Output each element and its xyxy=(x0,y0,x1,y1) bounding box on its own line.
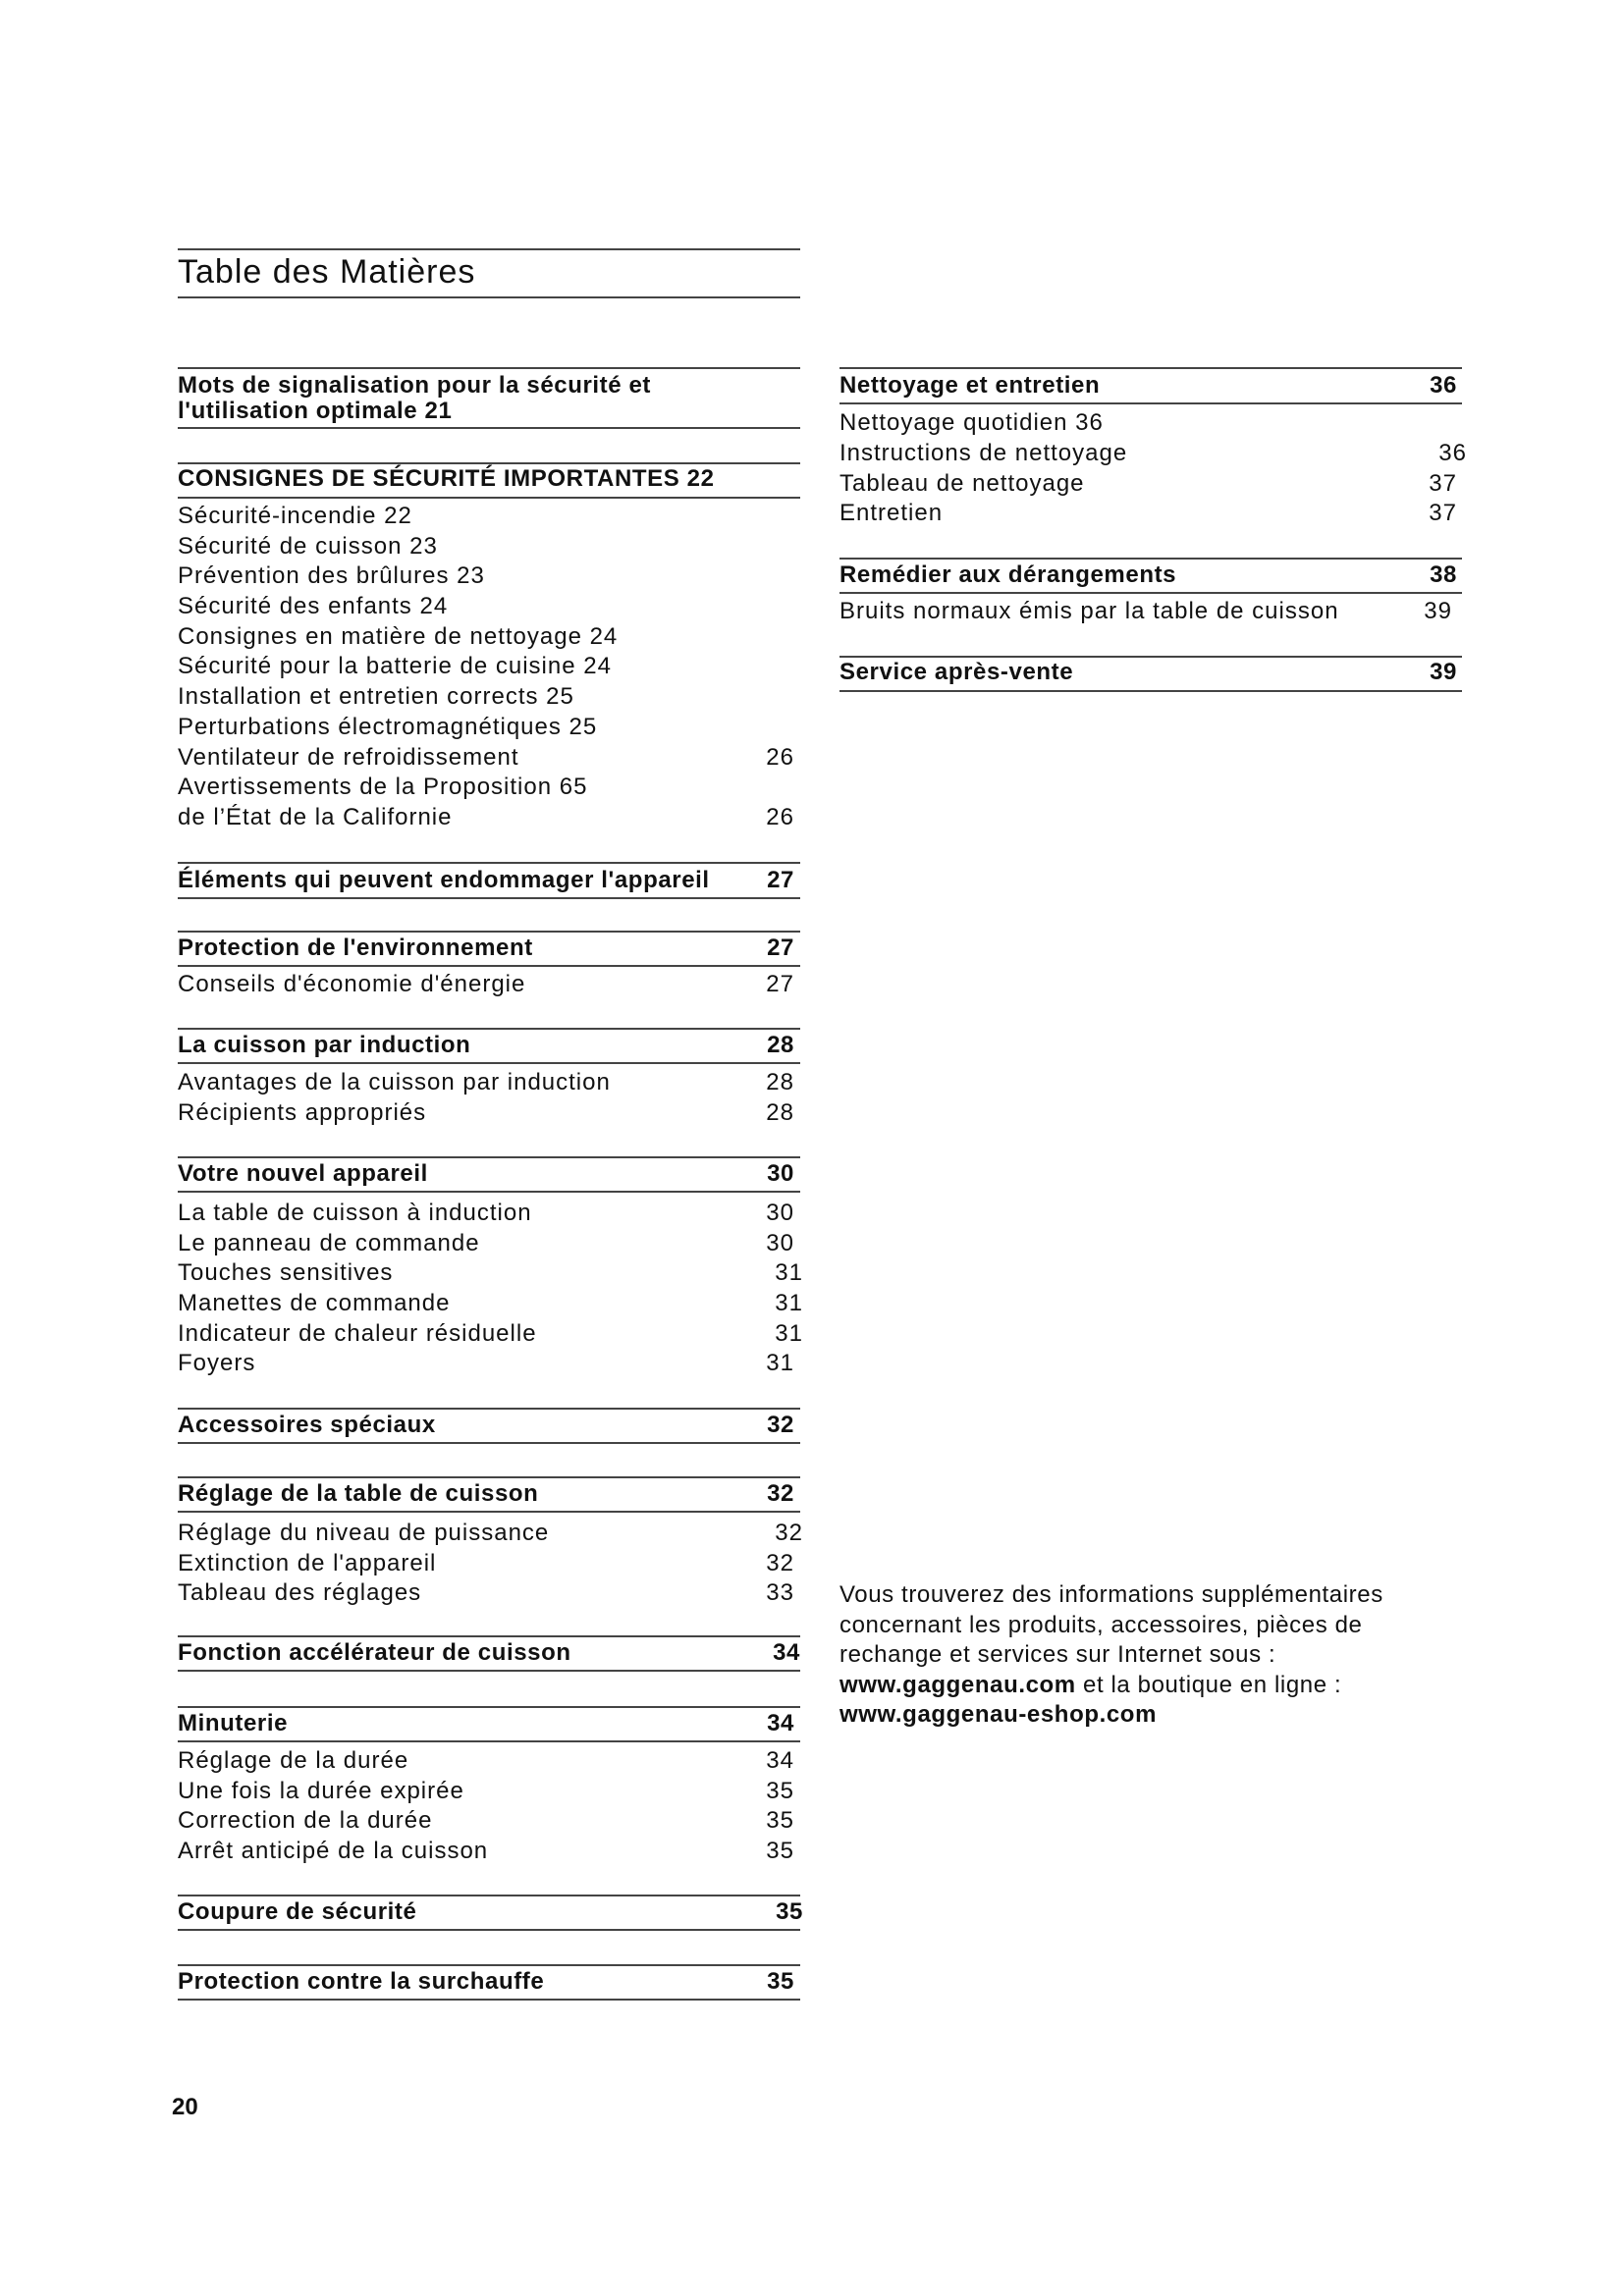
toc-page-number: 27 xyxy=(766,971,794,997)
section-rule xyxy=(839,402,1462,404)
toc-page-number: 31 xyxy=(775,1320,803,1347)
section-heading-timer[interactable]: Minuterie xyxy=(178,1710,289,1736)
section-page-number: 27 xyxy=(767,867,794,893)
toc-item[interactable]: Réglage de la durée xyxy=(178,1747,409,1774)
toc-page-number: 28 xyxy=(766,1099,794,1126)
eshop-link[interactable]: www.gaggenau-eshop.com xyxy=(839,1701,1158,1728)
section-heading-induction[interactable]: La cuisson par induction xyxy=(178,1032,471,1058)
toc-page-number: 35 xyxy=(766,1807,794,1834)
section-page-number: 34 xyxy=(773,1639,800,1666)
section-heading-service[interactable]: Service après-vente xyxy=(839,659,1074,685)
section-rule xyxy=(178,1999,800,2001)
section-rule xyxy=(178,1635,800,1637)
toc-item[interactable]: Ventilateur de refroidissement xyxy=(178,744,519,771)
toc-page-number: 26 xyxy=(766,744,794,771)
section-page-number: 32 xyxy=(767,1412,794,1438)
section-page-number: 28 xyxy=(767,1032,794,1058)
section-heading-settings[interactable]: Réglage de la table de cuisson xyxy=(178,1480,539,1507)
toc-item[interactable]: Touches sensitives xyxy=(178,1259,394,1286)
toc-page-number: 33 xyxy=(766,1579,794,1606)
toc-item[interactable]: Entretien xyxy=(839,500,944,526)
toc-item[interactable]: Manettes de commande xyxy=(178,1290,451,1316)
toc-page-number: 31 xyxy=(766,1350,794,1376)
section-heading-elements[interactable]: Éléments qui peuvent endommager l'appareil xyxy=(178,867,710,893)
section-rule xyxy=(178,427,800,429)
section-rule xyxy=(178,897,800,899)
toc-page-number: 31 xyxy=(775,1259,803,1286)
section-heading-environment[interactable]: Protection de l'environnement xyxy=(178,934,533,961)
toc-item[interactable]: Une fois la durée expirée xyxy=(178,1778,464,1804)
section-heading-cutoff[interactable]: Coupure de sécurité xyxy=(178,1898,417,1925)
section-rule xyxy=(178,1740,800,1742)
toc-item[interactable]: Sécurité des enfants 24 xyxy=(178,593,449,619)
toc-item[interactable]: Conseils d'économie d'énergie xyxy=(178,971,526,997)
gaggenau-link[interactable]: www.gaggenau.com xyxy=(839,1671,1076,1698)
section-heading-booster[interactable]: Fonction accélérateur de cuisson xyxy=(178,1639,571,1666)
section-heading-accessories[interactable]: Accessoires spéciaux xyxy=(178,1412,436,1438)
online-info-mid: et la boutique en ligne : xyxy=(1075,1671,1342,1698)
online-info-text: Vous trouverez des informations supplémentaires concernant les produits, accessoires, pièces de rechange et services sur Internet sous : xyxy=(839,1581,1383,1668)
section-rule xyxy=(178,862,800,864)
toc-item[interactable]: Arrêt anticipé de la cuisson xyxy=(178,1838,489,1864)
toc-item[interactable]: Tableau des réglages xyxy=(178,1579,422,1606)
toc-item[interactable]: Installation et entretien corrects 25 xyxy=(178,683,574,710)
section-rule xyxy=(178,965,800,967)
toc-item[interactable]: Le panneau de commande xyxy=(178,1230,480,1256)
section-rule xyxy=(178,1028,800,1030)
section-rule xyxy=(839,592,1462,594)
section-page-number: 36 xyxy=(1430,372,1457,399)
section-heading-appliance[interactable]: Votre nouvel appareil xyxy=(178,1160,428,1187)
section-rule xyxy=(178,1511,800,1513)
toc-item[interactable]: Avertissements de la Proposition 65 xyxy=(178,774,588,800)
toc-page-number: 35 xyxy=(766,1778,794,1804)
toc-item[interactable]: Sécurité pour la batterie de cuisine 24 xyxy=(178,653,612,679)
section-rule xyxy=(178,1156,800,1158)
toc-page-number: 32 xyxy=(775,1520,803,1546)
section-heading-safety[interactable]: CONSIGNES DE SÉCURITÉ IMPORTANTES 22 xyxy=(178,465,715,492)
toc-item[interactable]: Perturbations électromagnétiques 25 xyxy=(178,714,598,740)
section-rule xyxy=(839,367,1462,369)
page-title: Table des Matières xyxy=(178,253,476,291)
section-rule xyxy=(839,558,1462,560)
toc-item[interactable]: Bruits normaux émis par la table de cuisson xyxy=(839,598,1339,624)
section-rule xyxy=(178,1706,800,1708)
toc-page-number: 30 xyxy=(766,1200,794,1226)
section-page-number: 35 xyxy=(767,1968,794,1995)
toc-item[interactable]: Avantages de la cuisson par induction xyxy=(178,1069,611,1095)
toc-page-number: 31 xyxy=(775,1290,803,1316)
toc-item[interactable]: Consignes en matière de nettoyage 24 xyxy=(178,623,619,650)
toc-item[interactable]: Réglage du niveau de puissance xyxy=(178,1520,550,1546)
section-rule xyxy=(178,1408,800,1410)
toc-page-number: 39 xyxy=(1424,598,1452,624)
toc-page-number: 37 xyxy=(1429,470,1457,497)
section-rule xyxy=(178,1442,800,1444)
toc-item[interactable]: Sécurité de cuisson 23 xyxy=(178,533,438,560)
toc-item[interactable]: Nettoyage quotidien 36 xyxy=(839,409,1104,436)
toc-item[interactable]: Extinction de l'appareil xyxy=(178,1550,437,1576)
section-rule xyxy=(178,1062,800,1064)
section-rule xyxy=(178,497,800,499)
section-rule xyxy=(178,1895,800,1896)
section-rule xyxy=(839,690,1462,692)
section-rule xyxy=(839,656,1462,658)
section-page-number: 39 xyxy=(1430,659,1457,685)
section-rule xyxy=(178,1670,800,1672)
section-page-number: 34 xyxy=(767,1710,794,1736)
page-number: 20 xyxy=(172,2094,198,2120)
toc-item[interactable]: de l’État de la Californie xyxy=(178,804,453,830)
title-rule-top xyxy=(178,248,800,250)
title-rule-bottom xyxy=(178,296,800,298)
section-page-number: 35 xyxy=(776,1898,803,1925)
section-rule xyxy=(178,1191,800,1193)
toc-page-number: 37 xyxy=(1429,500,1457,526)
section-rule xyxy=(178,1964,800,1966)
online-info-paragraph xyxy=(839,1580,1468,1731)
section-page-number: 38 xyxy=(1430,561,1457,588)
section-rule xyxy=(178,462,800,464)
toc-page-number: 30 xyxy=(766,1230,794,1256)
section-page-number: 32 xyxy=(767,1480,794,1507)
toc-item[interactable]: Foyers xyxy=(178,1350,256,1376)
section-rule xyxy=(178,931,800,933)
toc-item[interactable]: Correction de la durée xyxy=(178,1807,433,1834)
section-rule xyxy=(178,1929,800,1931)
section-page-number: 27 xyxy=(767,934,794,961)
toc-page-number: 36 xyxy=(1438,440,1467,466)
toc-item[interactable]: Tableau de nettoyage xyxy=(839,470,1085,497)
toc-page-number: 35 xyxy=(766,1838,794,1864)
section-heading-signal[interactable]: Mots de signalisation pour la sécurité et l'utilisation optimale 21 xyxy=(178,372,652,424)
toc-item[interactable]: La table de cuisson à induction xyxy=(178,1200,532,1226)
toc-item[interactable]: Prévention des brûlures 23 xyxy=(178,562,485,589)
toc-page-number: 26 xyxy=(766,804,794,830)
section-heading-overheat[interactable]: Protection contre la surchauffe xyxy=(178,1968,545,1995)
toc-page-number: 32 xyxy=(766,1550,794,1576)
toc-item[interactable]: Instructions de nettoyage xyxy=(839,440,1128,466)
toc-item[interactable]: Indicateur de chaleur résiduelle xyxy=(178,1320,537,1347)
section-page-number: 30 xyxy=(767,1160,794,1187)
section-rule xyxy=(178,367,800,369)
toc-page-number: 34 xyxy=(766,1747,794,1774)
section-heading-cleaning[interactable]: Nettoyage et entretien xyxy=(839,372,1101,399)
section-rule xyxy=(178,1476,800,1478)
section-heading-troubleshoot[interactable]: Remédier aux dérangements xyxy=(839,561,1177,588)
toc-item[interactable]: Sécurité-incendie 22 xyxy=(178,503,412,529)
toc-item[interactable]: Récipients appropriés xyxy=(178,1099,427,1126)
toc-page-number: 28 xyxy=(766,1069,794,1095)
